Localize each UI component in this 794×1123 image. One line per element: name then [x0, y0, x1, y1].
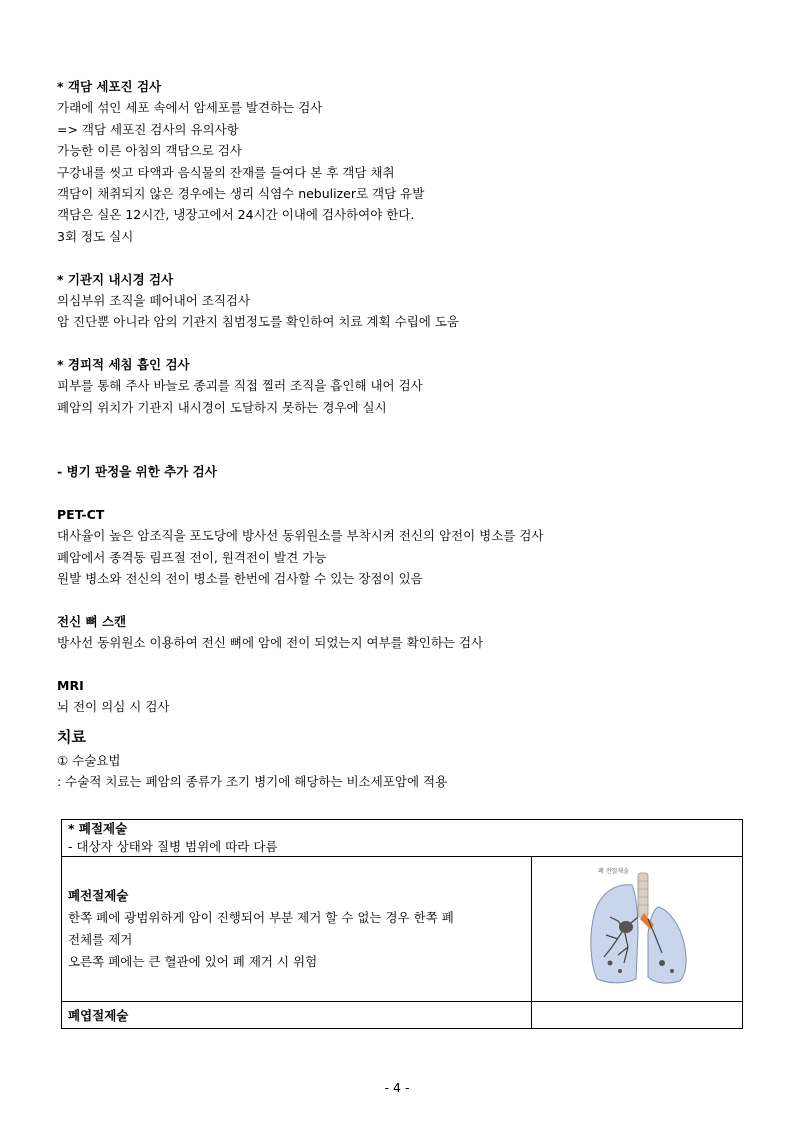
resection-table — [61, 819, 743, 1029]
petct-line: 원발 병소와 전신의 전이 병소를 한번에 검사할 수 있는 장점이 있음 — [57, 571, 423, 586]
needle-title: * 경피적 세침 흡인 검사 — [57, 357, 190, 373]
document-body — [57, 76, 747, 793]
sputum-line: => 객담 세포진 검사의 유의사항 — [57, 121, 239, 137]
mri-line: 뇌 전이 의심 시 검사 — [57, 699, 170, 715]
trachea-shape — [638, 873, 648, 917]
table-header-cell — [62, 820, 743, 857]
bonescan-line: 방사선 동위원소 이용하여 전신 뼈에 암에 전이 되었는지 여부를 확인하는 검사 — [57, 635, 484, 651]
pneumonectomy-line: 전체를 제거 — [68, 932, 133, 947]
sputum-line: 객담이 채취되지 않은 경우에는 생리 식염수 nebulizer로 객담 유발 — [57, 185, 425, 201]
petct-line: 폐암에서 종격동 림프절 전이, 원격전이 발견 가능 — [57, 549, 327, 565]
petct-line: 대사율이 높은 암조직을 포도당에 방사선 동위원소를 부착시켜 전신의 암전이 병소를 검사 — [57, 528, 544, 544]
sputum-line: 객담은 실온 12시간, 냉장고에서 24시간 이내에 검사하여야 한다. — [57, 207, 415, 223]
staging-title: - 병기 판정을 위한 추가 검사 — [57, 464, 217, 480]
sputum-line: 가능한 이른 아침의 객담으로 검사 — [57, 143, 242, 159]
lung-image-caption: 폐 전절제술 — [598, 867, 629, 875]
lung-image-cell — [532, 857, 743, 1002]
page-number: - 4 - — [384, 1080, 410, 1095]
lung-right-shape — [648, 907, 686, 983]
resection-title: * 폐절제술 — [68, 821, 128, 836]
treatment-item: ① 수술요법 — [57, 752, 121, 768]
bronchoscopy-line: 의심부위 조직을 떼어내어 조직검사 — [57, 292, 251, 308]
tumor-shape — [619, 921, 633, 933]
lobectomy-cell: 폐엽절제술 — [62, 1002, 532, 1029]
pneumonectomy-line: 한쪽 폐에 광범위하게 암이 진행되어 부분 제거 할 수 없는 경우 한쪽 폐 — [68, 910, 454, 925]
pneumonectomy-cell — [62, 857, 532, 1002]
lobectomy-image-cell — [532, 1002, 743, 1029]
pneumonectomy-line: 오른쪽 폐에는 큰 혈관에 있어 폐 제거 시 위험 — [68, 954, 318, 969]
pneumonectomy-title: 폐전절제술 — [68, 888, 129, 903]
bronchoscopy-line: 암 진단뿐 아니라 암의 기관지 침범정도를 확인하여 치료 계획 수립에 도움 — [57, 314, 459, 330]
resection-note: - 대상자 상태와 질병 범위에 따라 다름 — [68, 839, 278, 854]
lung-left-shape — [591, 884, 638, 982]
sputum-line: 가래에 섞인 세포 속에서 암세포를 발견하는 검사 — [57, 100, 323, 116]
bronchoscopy-title: * 기관지 내시경 검사 — [57, 271, 174, 287]
lung-illustration — [562, 863, 712, 993]
needle-line: 폐암의 위치가 기관지 내시경이 도달하지 못하는 경우에 실시 — [57, 399, 387, 415]
petct-title: PET-CT — [57, 506, 105, 522]
sputum-title: * 객담 세포진 검사 — [57, 79, 162, 94]
treatment-desc: : 수술적 치료는 폐암의 종류가 조기 병기에 해당하는 비소세포암에 적용 — [57, 774, 448, 790]
treatment-heading: 치료 — [57, 727, 86, 746]
bonescan-title: 전신 뼈 스캔 — [57, 613, 127, 629]
sputum-line: 구강내를 씻고 타액과 음식물의 잔재를 들여다 본 후 객담 채취 — [57, 164, 395, 180]
sputum-line: 3회 정도 실시 — [57, 228, 134, 244]
mri-title: MRI — [57, 677, 84, 693]
needle-line: 피부를 통해 주사 바늘로 종괴를 직접 찔러 조직을 흡인해 내어 검사 — [57, 378, 423, 394]
